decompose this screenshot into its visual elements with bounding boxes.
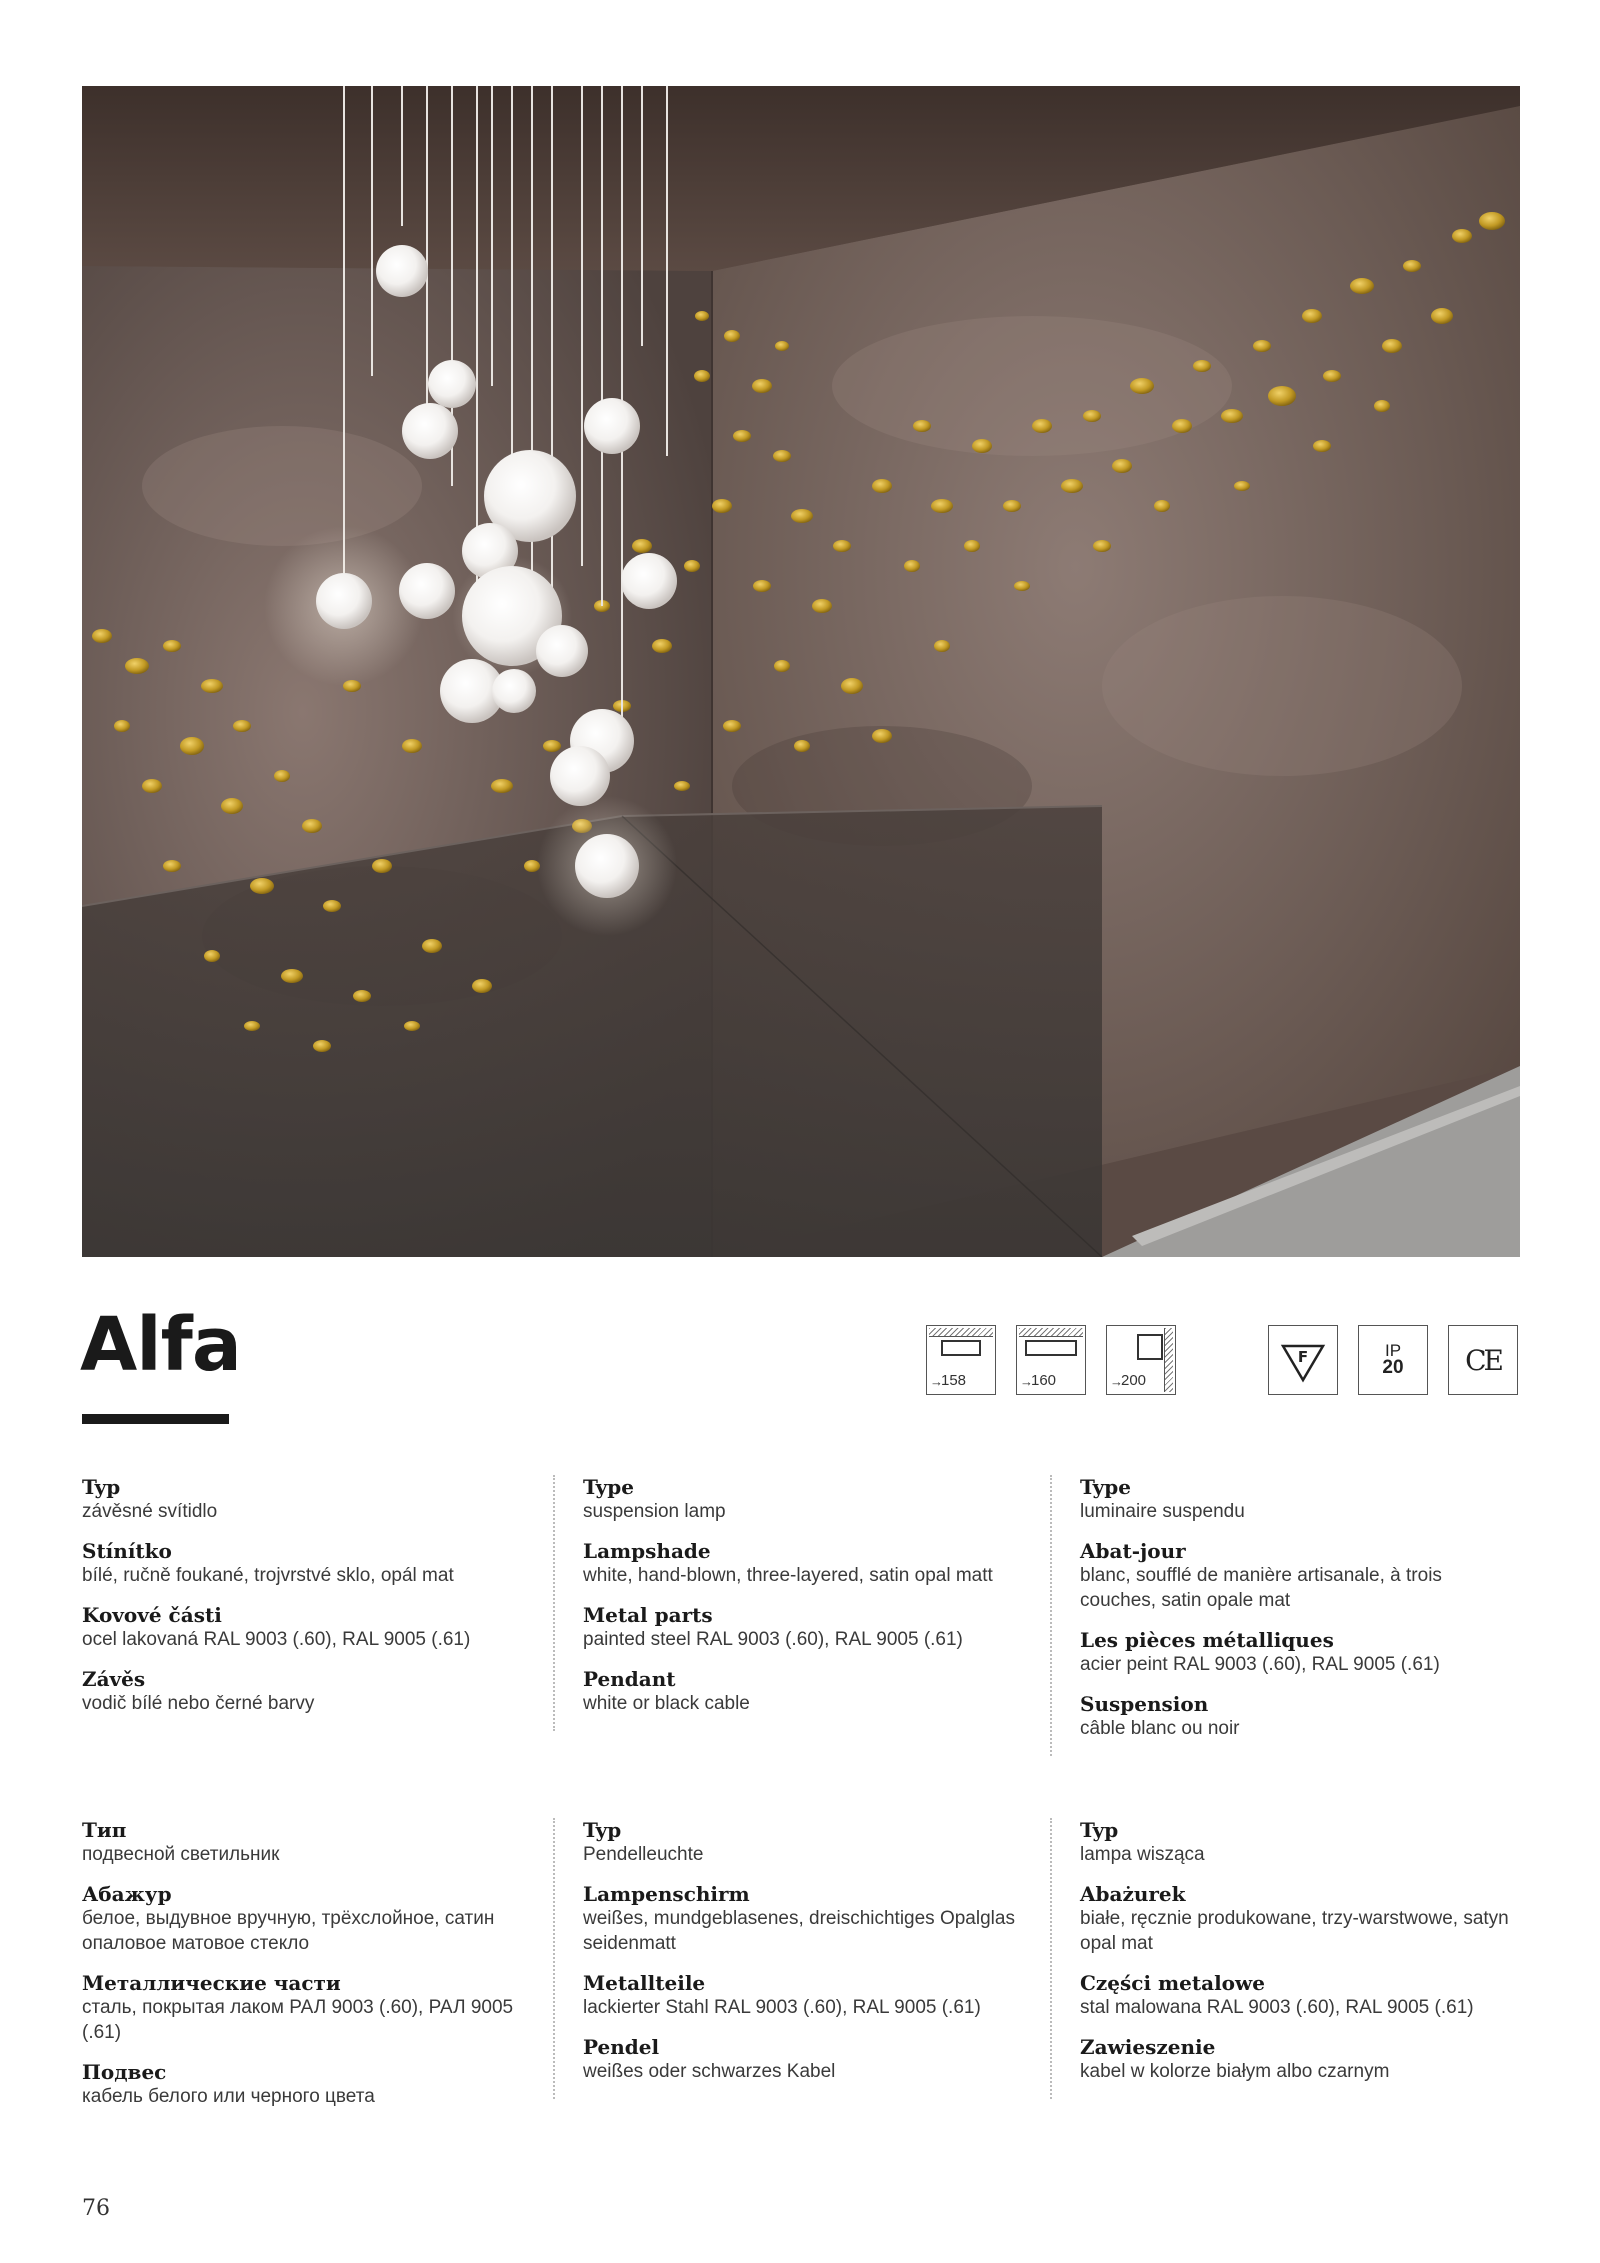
spec-value: кабель белого или черного цвета xyxy=(82,2086,375,2107)
spec-item xyxy=(1080,1971,1520,2020)
spec-label: Type xyxy=(583,1475,635,1499)
fixture-shape xyxy=(941,1340,981,1356)
spec-label: Abażurek xyxy=(1080,1882,1186,1906)
spec-label: Metallteile xyxy=(583,1971,706,1995)
spec-value: câble blanc ou noir xyxy=(1080,1718,1240,1739)
spec-label: Les pièces métalliques xyxy=(1080,1628,1334,1652)
spec-label: Lampshade xyxy=(583,1539,711,1563)
spec-value: vodič bílé nebo černé barvy xyxy=(82,1693,315,1714)
spec-value: подвесной светильник xyxy=(82,1844,280,1865)
spec-value: suspension lamp xyxy=(583,1501,726,1522)
spec-column-fr xyxy=(1050,1475,1520,1756)
product-title: Alfa xyxy=(80,1302,241,1388)
spec-item xyxy=(1080,1539,1520,1613)
spec-item xyxy=(82,1475,522,1524)
spec-value: сталь, покрытая лаком РАЛ 9003 (.60), РАЛ 9005 (.61) xyxy=(82,1997,514,2043)
page-number: 76 xyxy=(82,2196,110,2221)
spec-label: Lampenschirm xyxy=(583,1882,750,1906)
spec-label: Typ xyxy=(1080,1818,1119,1842)
ip-value: 20 xyxy=(1382,1357,1404,1378)
ip-label: IP xyxy=(1384,1341,1402,1360)
icon-value: 158 xyxy=(941,1372,967,1389)
spec-value: ocel lakovaná RAL 9003 (.60), RAL 9005 (.61) xyxy=(82,1629,471,1650)
spec-column-cz xyxy=(82,1475,522,1731)
spec-label: Металлические части xyxy=(82,1971,341,1995)
spec-item xyxy=(583,1882,1023,1956)
spec-column-de xyxy=(553,1818,1023,2099)
spec-item xyxy=(1080,1692,1520,1741)
spec-value: Pendelleuchte xyxy=(583,1844,704,1865)
spec-value: белое, выдувное вручную, трёхслойное, сатин опаловое матовое стекло xyxy=(82,1908,495,1954)
spec-item xyxy=(82,1971,522,2045)
spec-item xyxy=(583,1667,1023,1716)
spec-label: Zawieszenie xyxy=(1080,2035,1216,2059)
spec-item xyxy=(1080,1818,1520,1867)
spec-label: Typ xyxy=(583,1818,622,1842)
icon-value: 200 xyxy=(1121,1372,1147,1389)
spec-label: Kovové části xyxy=(82,1603,222,1627)
ceiling-wide-icon xyxy=(1016,1325,1086,1395)
spec-value: white or black cable xyxy=(583,1693,750,1714)
ip-rating-icon xyxy=(1358,1325,1428,1395)
spec-item xyxy=(583,1971,1023,2020)
spec-value: painted steel RAL 9003 (.60), RAL 9005 (.61) xyxy=(583,1629,963,1650)
ceiling-hatch xyxy=(929,1328,993,1337)
spec-label: Type xyxy=(1080,1475,1132,1499)
spec-item xyxy=(583,2035,1023,2084)
spec-column-pl xyxy=(1050,1818,1520,2099)
spec-value: białe, ręcznie produkowane, trzy-warstwowe, satyn opal mat xyxy=(1080,1908,1509,1954)
wall-icon xyxy=(1106,1325,1176,1395)
spec-item xyxy=(583,1475,1023,1524)
spec-column-en xyxy=(553,1475,1023,1731)
ce-mark-icon xyxy=(1448,1325,1518,1395)
spec-item xyxy=(1080,2035,1520,2084)
spec-value: weißes oder schwarzes Kabel xyxy=(583,2061,836,2082)
ce-text: CE xyxy=(1465,1344,1501,1377)
spec-value: weißes, mundgeblasenes, dreischichtiges Opalglas seidenmatt xyxy=(583,1908,1015,1954)
spec-item xyxy=(82,1539,522,1588)
spec-value: acier peint RAL 9003 (.60), RAL 9005 (.61) xyxy=(1080,1654,1440,1675)
spec-item xyxy=(583,1539,1023,1588)
title-underline xyxy=(82,1414,229,1424)
spec-item xyxy=(82,1882,522,1956)
spec-label: Подвес xyxy=(82,2060,167,2084)
spec-value: blanc, soufflé de manière artisanale, à trois couches, satin opale mat xyxy=(1080,1565,1442,1611)
spec-value: lackierter Stahl RAL 9003 (.60), RAL 9005 (.61) xyxy=(583,1997,981,2018)
spec-item xyxy=(583,1603,1023,1652)
spec-label: Stínítko xyxy=(82,1539,172,1563)
icon-value: 160 xyxy=(1031,1372,1057,1389)
product-photo xyxy=(82,86,1520,1257)
spec-label: Suspension xyxy=(1080,1692,1209,1716)
f-mark-icon xyxy=(1268,1325,1338,1395)
f-triangle-icon xyxy=(1269,1326,1337,1394)
spec-item xyxy=(1080,1882,1520,1956)
spec-item xyxy=(82,1603,522,1652)
spec-item xyxy=(82,1818,522,1867)
spec-label: Metal parts xyxy=(583,1603,713,1627)
spec-label: Абажур xyxy=(82,1882,172,1906)
spec-label: Typ xyxy=(82,1475,121,1499)
f-mark-letter: F xyxy=(1297,1348,1309,1366)
arrow-icon: → xyxy=(1020,1374,1033,1389)
spec-item xyxy=(82,1667,522,1716)
spec-value: lampa wisząca xyxy=(1080,1844,1205,1865)
ceiling-recessed-icon xyxy=(926,1325,996,1395)
spec-label: Тип xyxy=(82,1818,127,1842)
spec-item xyxy=(1080,1475,1520,1524)
spec-value: závěsné svítidlo xyxy=(82,1501,218,1522)
spec-value: kabel w kolorze białym albo czarnym xyxy=(1080,2061,1390,2082)
spec-value: luminaire suspendu xyxy=(1080,1501,1245,1522)
spec-item xyxy=(583,1818,1023,1867)
spec-value: white, hand-blown, three-layered, satin opal matt xyxy=(583,1565,993,1586)
spec-item xyxy=(1080,1628,1520,1677)
spec-column-ru xyxy=(82,1818,522,2124)
spec-label: Závěs xyxy=(82,1667,146,1691)
spec-label: Pendel xyxy=(583,2035,660,2059)
ceiling-hatch xyxy=(1019,1328,1083,1337)
interior-scene-illustration xyxy=(82,86,1520,1257)
arrow-icon: → xyxy=(930,1374,943,1389)
spec-label: Pendant xyxy=(583,1667,676,1691)
wall-hatch xyxy=(1164,1328,1173,1392)
spec-label: Abat-jour xyxy=(1080,1539,1186,1563)
fixture-shape xyxy=(1137,1334,1163,1360)
arrow-icon: → xyxy=(1110,1374,1123,1389)
spec-value: bílé, ručně foukané, trojvrstvé sklo, opál mat xyxy=(82,1565,454,1586)
spec-label: Części metalowe xyxy=(1080,1971,1265,1995)
fixture-shape xyxy=(1025,1340,1077,1356)
spec-item xyxy=(82,2060,522,2109)
spec-value: stal malowana RAL 9003 (.60), RAL 9005 (.61) xyxy=(1080,1997,1474,2018)
